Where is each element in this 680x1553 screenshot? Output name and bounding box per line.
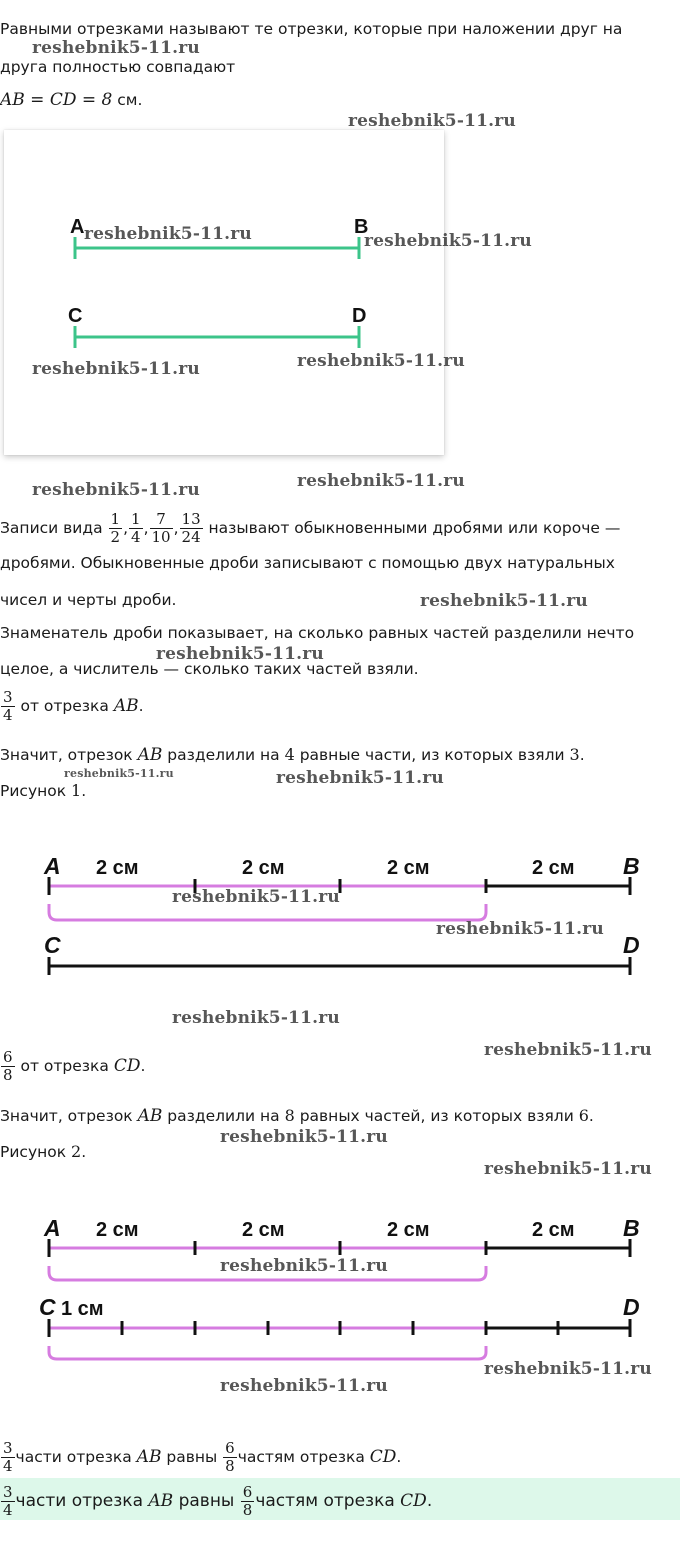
fraction-6-8: $\frac{6}{8}$ <box>3 1048 13 1084</box>
f2-seg-label-2: 2 см <box>242 857 285 879</box>
watermark: reshebnik5-11.ru <box>220 1256 388 1276</box>
equality-statement <box>0 90 142 110</box>
f2-seg-label-3: 2 см <box>387 857 430 879</box>
f3-seg-label-1: 2 см <box>96 1219 139 1241</box>
f3-label-a: A <box>44 1215 61 1241</box>
fractions-line-1: Записи вида $\frac{1}{2}$ , $\frac{1}{4}$ , $\frac{7}{10}$ , $\frac{13}{24}$ называют обыкновенными дробями или короче — <box>0 510 621 546</box>
f2-label-c: C <box>44 932 61 958</box>
watermark: reshebnik5-11.ru <box>172 1008 340 1028</box>
fraction-7-10: $\frac{7}{10}$ <box>151 510 171 546</box>
watermark: reshebnik5-11.ru <box>220 1127 388 1147</box>
f3-label-d: D <box>623 1294 640 1320</box>
definition-line-2: друга полностью совпадают <box>0 58 236 76</box>
fractions-pre: Записи вида <box>0 519 108 537</box>
watermark: reshebnik5-11.ru <box>64 767 174 780</box>
f2-label-a: A <box>44 853 61 879</box>
highlighted-conclusion: $\frac{3}{4}$ части отрезка AB равны $\frac{6}{8}$ частям отрезка CD. <box>3 1482 433 1519</box>
denominator-line-1: Знаменатель дроби показывает, на сколько равных частей разделили нечто <box>0 624 635 642</box>
f3-seg-label-2: 2 см <box>242 1219 285 1241</box>
fraction-3-4: $\frac{3}{4}$ <box>3 688 13 724</box>
watermark: reshebnik5-11.ru <box>156 644 324 664</box>
watermark: reshebnik5-11.ru <box>172 887 340 907</box>
f2-seg-label-1: 2 см <box>96 857 139 879</box>
denominator-line-2: целое, а числитель — сколько таких частей взяли. <box>0 660 419 678</box>
conclusion-fraction-3-4: $\frac{3}{4}$ <box>3 1439 13 1475</box>
caption-figure-1: Рисунок 1. <box>0 781 87 800</box>
answer-fraction-6-8: $\frac{6}{8}$ <box>242 1482 253 1519</box>
fraction-1-4: $\frac{1}{4}$ <box>131 510 141 546</box>
f3-label-c: C <box>39 1294 56 1320</box>
caption-figure-2: Рисунок 2. <box>0 1142 87 1161</box>
fraction-1-2: $\frac{1}{2}$ <box>110 510 121 546</box>
fractions-post: называют обыкновенными дробями или короче — <box>203 519 621 537</box>
watermark: reshebnik5-11.ru <box>420 591 588 611</box>
watermark: reshebnik5-11.ru <box>484 1159 652 1179</box>
fractions-line-3: чисел и черты дроби. <box>0 591 177 609</box>
label-d: D <box>352 305 367 327</box>
f2-label-d: D <box>623 932 640 958</box>
watermark: reshebnik5-11.ru <box>32 359 200 379</box>
statement-three-quarters: $\frac{3}{4}$ от отрезка AB. <box>3 688 144 724</box>
fractions-line-2: дробями. Обыкновенные дроби записывают с помощью двух натуральных <box>0 554 615 572</box>
watermark: reshebnik5-11.ru <box>348 111 516 131</box>
f3-unit-label: 1 см <box>61 1298 104 1320</box>
conclusion-fraction-6-8: $\frac{6}{8}$ <box>225 1439 235 1475</box>
f3-brace-cd <box>49 1346 486 1359</box>
f3-seg-label-4: 2 см <box>532 1219 575 1241</box>
watermark: reshebnik5-11.ru <box>484 1040 652 1060</box>
f2-seg-label-4: 2 см <box>532 857 575 879</box>
figure-three-quarters <box>0 840 680 990</box>
label-a: A <box>70 216 85 238</box>
f2-label-b: B <box>623 853 640 879</box>
f3-seg-label-3: 2 см <box>387 1219 430 1241</box>
equality-unit: см. <box>112 91 143 109</box>
watermark: reshebnik5-11.ru <box>484 1359 652 1379</box>
definition-line-1: Равными отрезками называют те отрезки, которые при наложении друг на <box>0 20 623 38</box>
watermark: reshebnik5-11.ru <box>32 38 200 58</box>
watermark: reshebnik5-11.ru <box>276 768 444 788</box>
watermark: reshebnik5-11.ru <box>32 480 200 500</box>
statement-six-eighths: $\frac{6}{8}$ от отрезка CD. <box>3 1048 146 1084</box>
explanation-2: Значит, отрезок AB разделили на 8 равных частей, из которых взяли 6. <box>0 1106 594 1126</box>
segments-diagram <box>4 130 444 455</box>
equality-math: AB = CD = 8 <box>0 90 113 110</box>
watermark: reshebnik5-11.ru <box>297 351 465 371</box>
watermark: reshebnik5-11.ru <box>297 471 465 491</box>
conclusion-line: $\frac{3}{4}$ части отрезка AB равны $\frac{6}{8}$ частям отрезка CD. <box>3 1439 402 1475</box>
fraction-13-24: $\frac{13}{24}$ <box>181 510 201 546</box>
label-c: C <box>68 305 83 327</box>
label-b: B <box>354 216 369 238</box>
figure-equal-segments <box>4 130 444 455</box>
watermark: reshebnik5-11.ru <box>436 919 604 939</box>
watermark: reshebnik5-11.ru <box>220 1376 388 1396</box>
watermark: reshebnik5-11.ru <box>364 231 532 251</box>
f3-label-b: B <box>623 1215 640 1241</box>
figure-comparison <box>0 1202 680 1362</box>
answer-fraction-3-4: $\frac{3}{4}$ <box>3 1482 13 1519</box>
explanation-1: Значит, отрезок AB разделили на 4 равные части, из которых взяли 3. <box>0 745 585 765</box>
watermark: reshebnik5-11.ru <box>84 224 252 244</box>
